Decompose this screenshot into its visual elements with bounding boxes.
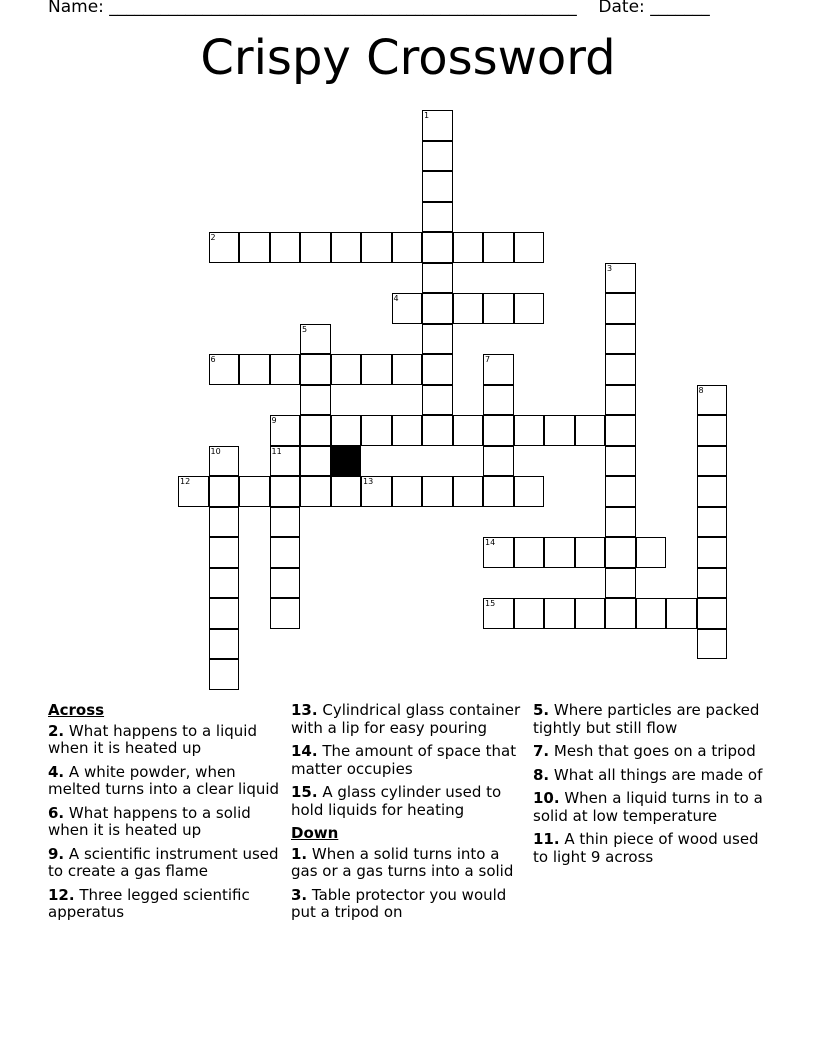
clue-number-label: 12.	[48, 885, 75, 904]
grid-cell[interactable]	[178, 476, 209, 507]
clue-number-label: 9.	[48, 844, 65, 863]
across-clue	[48, 723, 280, 758]
grid-cell[interactable]	[514, 598, 545, 629]
grid-cell[interactable]	[605, 537, 636, 568]
clue-number: 13	[363, 477, 374, 486]
clues-column-3	[533, 702, 765, 872]
across-clue	[48, 764, 280, 799]
grid-cell[interactable]	[300, 446, 331, 477]
clue-number: 9	[271, 416, 277, 425]
grid-cell[interactable]	[392, 354, 423, 385]
across-clue	[48, 805, 280, 840]
clue-text: Mesh that goes on a tripod	[549, 742, 756, 760]
clue-number: 7	[485, 355, 491, 364]
clue-number-label: 2.	[48, 721, 65, 740]
black-square	[331, 446, 362, 477]
grid-cell[interactable]	[270, 446, 301, 477]
grid-cell[interactable]	[697, 415, 728, 446]
down-clue	[291, 887, 523, 922]
grid-cell[interactable]	[697, 507, 728, 538]
grid-cell[interactable]	[209, 232, 240, 263]
grid-cell[interactable]	[575, 537, 606, 568]
clue-text: Table protector you would put a tripod on	[291, 885, 507, 921]
page-title: Crispy Crossword	[200, 30, 616, 86]
grid-cell[interactable]	[483, 293, 514, 324]
grid-cell[interactable]	[361, 415, 392, 446]
grid-cell[interactable]	[331, 232, 362, 263]
clue-number: 2	[210, 233, 216, 242]
clue-number-label: 1.	[291, 844, 308, 863]
clues-column-2	[291, 702, 523, 928]
grid-cell[interactable]	[300, 476, 331, 507]
date-label: Date:	[598, 0, 645, 17]
clue-number-label: 5.	[533, 701, 550, 719]
grid-cell[interactable]	[422, 354, 453, 385]
clue-text: When a liquid turns in to a solid at low temperature	[533, 789, 763, 825]
grid-cell[interactable]	[422, 141, 453, 172]
clue-number-label: 15.	[291, 783, 318, 801]
clue-number: 6	[210, 355, 216, 364]
grid-cell[interactable]	[300, 415, 331, 446]
clue-number: 15	[485, 599, 496, 608]
grid-cell[interactable]	[392, 232, 423, 263]
grid-cell[interactable]	[697, 568, 728, 599]
grid-cell[interactable]	[300, 232, 331, 263]
down-clue	[533, 767, 765, 785]
grid-cell[interactable]	[422, 202, 453, 233]
grid-cell[interactable]	[422, 476, 453, 507]
clue-text: Three legged scientific apperatus	[48, 885, 250, 921]
across-clue-list	[48, 723, 280, 922]
grid-cell[interactable]	[605, 354, 636, 385]
grid-cell[interactable]	[331, 354, 362, 385]
across-clue	[291, 702, 523, 737]
grid-cell[interactable]	[697, 537, 728, 568]
across-heading: Across	[48, 701, 105, 719]
grid-cell[interactable]	[361, 476, 392, 507]
grid-cell[interactable]	[331, 476, 362, 507]
clue-number: 1	[424, 111, 430, 120]
grid-cell[interactable]	[209, 476, 240, 507]
grid-cell[interactable]	[544, 537, 575, 568]
grid-cell[interactable]	[270, 598, 301, 629]
clues-column-1	[48, 702, 280, 928]
grid-cell[interactable]	[483, 232, 514, 263]
grid-cell[interactable]	[483, 415, 514, 446]
grid-cell[interactable]	[422, 232, 453, 263]
grid-cell[interactable]	[239, 476, 270, 507]
grid-cell[interactable]	[575, 598, 606, 629]
grid-cell[interactable]	[697, 446, 728, 477]
grid-cell[interactable]	[605, 507, 636, 538]
grid-cell[interactable]	[392, 415, 423, 446]
clue-number-label: 8.	[533, 765, 550, 784]
across-clue	[291, 784, 523, 819]
grid-cell[interactable]	[361, 232, 392, 263]
grid-cell[interactable]	[453, 476, 484, 507]
grid-cell[interactable]	[209, 629, 240, 660]
date-field[interactable]: _______	[650, 0, 710, 17]
down-clue	[533, 790, 765, 825]
clue-number-label: 4.	[48, 762, 65, 781]
across-clue	[48, 887, 280, 922]
grid-cell[interactable]	[270, 537, 301, 568]
grid-cell[interactable]	[605, 293, 636, 324]
clue-number-label: 7.	[533, 742, 550, 760]
grid-cell[interactable]	[422, 324, 453, 355]
grid-cell[interactable]	[483, 385, 514, 416]
grid-cell[interactable]	[453, 293, 484, 324]
name-label: Name:	[48, 0, 104, 17]
grid-cell[interactable]	[605, 385, 636, 416]
grid-cell[interactable]	[209, 446, 240, 477]
grid-cell[interactable]	[636, 598, 667, 629]
grid-cell[interactable]	[605, 324, 636, 355]
clue-number: 8	[698, 385, 704, 395]
grid-cell[interactable]	[697, 598, 728, 629]
grid-cell[interactable]	[514, 476, 545, 507]
grid-cell[interactable]	[575, 415, 606, 446]
clue-number: 11	[271, 446, 282, 456]
grid-cell[interactable]	[270, 476, 301, 507]
grid-cell[interactable]	[300, 385, 331, 416]
grid-cell[interactable]	[514, 537, 545, 568]
grid-cell[interactable]	[453, 232, 484, 263]
grid-cell[interactable]	[270, 415, 301, 446]
grid-cell[interactable]	[483, 537, 514, 568]
clue-number-label: 10.	[533, 789, 560, 807]
clue-text: Cylindrical glass container with a lip for easy pouring	[291, 701, 521, 737]
grid-cell[interactable]	[392, 293, 423, 324]
grid-cell[interactable]	[422, 385, 453, 416]
clue-text: What happens to a solid when it is heated up	[48, 803, 251, 839]
grid-cell[interactable]	[514, 293, 545, 324]
grid-cell[interactable]	[697, 629, 728, 660]
grid-cell[interactable]	[605, 446, 636, 477]
clue-number: 12	[180, 477, 191, 486]
clue-number-label: 11.	[533, 830, 560, 848]
grid-cell[interactable]	[514, 232, 545, 263]
grid-cell[interactable]	[666, 598, 697, 629]
grid-cell[interactable]	[209, 598, 240, 629]
grid-cell[interactable]	[331, 415, 362, 446]
grid-cell[interactable]	[605, 415, 636, 446]
grid-cell[interactable]	[209, 507, 240, 538]
grid-cell[interactable]	[392, 476, 423, 507]
clue-number: 14	[485, 538, 496, 547]
down-clue-list-continued	[533, 702, 765, 866]
clue-text: The amount of space that matter occupies	[291, 742, 517, 778]
clue-text: A scientific instrument used to create a gas flame	[48, 844, 279, 880]
grid-cell[interactable]	[605, 568, 636, 599]
clue-number-label: 6.	[48, 803, 65, 822]
clue-number: 5	[302, 324, 308, 334]
down-clue-list	[291, 846, 523, 922]
clue-number: 4	[393, 294, 399, 303]
grid-cell[interactable]	[605, 476, 636, 507]
grid-cell[interactable]	[209, 537, 240, 568]
clue-number-label: 13.	[291, 701, 318, 719]
across-clue-list-continued	[291, 702, 523, 819]
clue-text: When a solid turns into a gas or a gas turns into a solid	[291, 844, 514, 880]
clue-number-label: 14.	[291, 742, 318, 760]
grid-cell[interactable]	[239, 354, 270, 385]
grid-cell[interactable]	[361, 354, 392, 385]
clue-text: Where particles are packed tightly but still flow	[533, 701, 760, 737]
grid-cell[interactable]	[544, 598, 575, 629]
grid-cell[interactable]	[483, 598, 514, 629]
clue-text: What all things are made of	[549, 765, 763, 784]
grid-cell[interactable]	[544, 415, 575, 446]
grid-cell[interactable]	[483, 446, 514, 477]
grid-cell[interactable]	[483, 476, 514, 507]
down-heading: Down	[291, 824, 339, 842]
grid-cell[interactable]	[270, 507, 301, 538]
clue-text: What happens to a liquid when it is heated up	[48, 721, 257, 757]
down-clue	[533, 831, 765, 866]
grid-cell[interactable]	[453, 415, 484, 446]
grid-cell[interactable]	[697, 385, 728, 416]
down-clue	[533, 702, 765, 737]
grid-cell[interactable]	[422, 171, 453, 202]
grid-cell[interactable]	[209, 659, 240, 690]
grid-cell[interactable]	[636, 537, 667, 568]
grid-cell[interactable]	[422, 263, 453, 294]
grid-cell[interactable]	[422, 293, 453, 324]
grid-cell[interactable]	[270, 232, 301, 263]
grid-cell[interactable]	[483, 354, 514, 385]
clue-text: A glass cylinder used to hold liquids for heating	[291, 783, 502, 819]
down-clue	[291, 846, 523, 881]
grid-cell[interactable]	[300, 324, 331, 355]
grid-cell[interactable]	[514, 415, 545, 446]
grid-cell[interactable]	[605, 598, 636, 629]
clue-text: A thin piece of wood used to light 9 across	[533, 830, 759, 866]
grid-cell[interactable]	[209, 354, 240, 385]
clue-number: 3	[607, 263, 613, 273]
across-clue	[291, 743, 523, 778]
clue-text: A white powder, when melted turns into a clear liquid	[48, 762, 280, 798]
clue-number: 10	[210, 446, 221, 456]
across-clue	[48, 846, 280, 881]
clue-number-label: 3.	[291, 885, 308, 904]
grid-cell[interactable]	[270, 354, 301, 385]
grid-cell[interactable]	[270, 568, 301, 599]
grid-cell[interactable]	[209, 568, 240, 599]
down-clue	[533, 743, 765, 761]
grid-cell[interactable]	[422, 110, 453, 141]
grid-cell[interactable]	[300, 354, 331, 385]
grid-cell[interactable]	[239, 232, 270, 263]
grid-cell[interactable]	[422, 415, 453, 446]
grid-cell[interactable]	[697, 476, 728, 507]
grid-cell[interactable]	[605, 263, 636, 294]
name-field[interactable]: _______________________________________________________	[109, 0, 577, 17]
